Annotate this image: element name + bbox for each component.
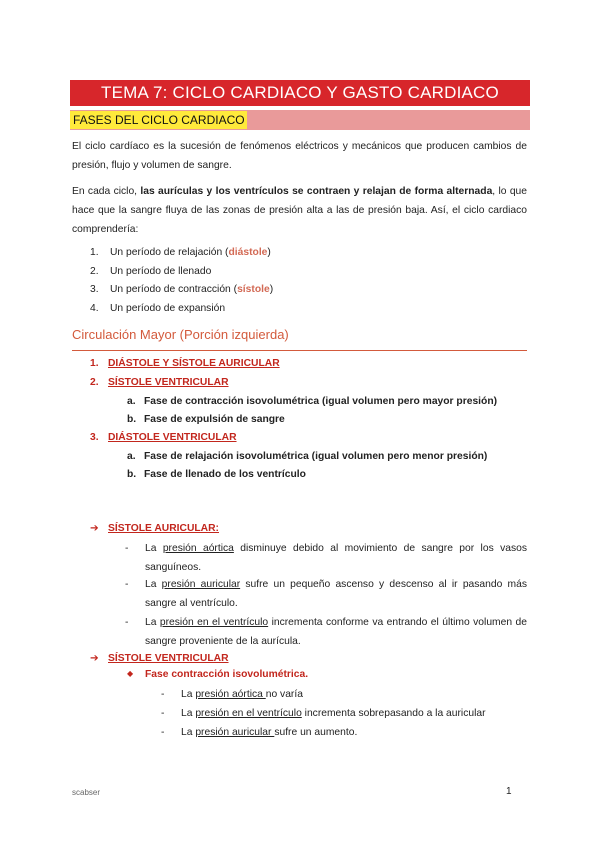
dash-bullet: -: [161, 708, 165, 719]
dash-bullet: -: [161, 689, 165, 700]
section-heading-bar: [70, 110, 530, 130]
phases-list: [90, 244, 273, 318]
sistole-ventricular-heading: ➔ SÍSTOLE VENTRICULAR: [90, 653, 229, 664]
list-item: 4. Un período de expansión: [90, 302, 226, 314]
diamond-bullet-icon: ◆: [127, 669, 134, 678]
page-number: 1: [506, 786, 512, 797]
bullet-item: - La presión aórtica no varía: [181, 685, 527, 704]
list-item: 3. Un período de contracción (sístole): [90, 284, 274, 296]
outline-item: 3. DIÁSTOLE VENTRICULAR: [90, 432, 237, 443]
list-item: 1. Un período de relajación (diástole): [90, 247, 271, 258]
dash-bullet: -: [125, 543, 129, 554]
page-title: TEMA 7: CICLO CARDIACO Y GASTO CARDIACO: [70, 80, 530, 106]
arrow-right-icon: ➔: [90, 523, 99, 534]
dash-bullet: -: [125, 579, 129, 590]
fase-contraccion-heading: ◆ Fase contracción isovolumétrica.: [127, 669, 309, 680]
sistole-auricular-heading: ➔ SÍSTOLE AURICULAR:: [90, 523, 219, 534]
outline-subitem: b. Fase de llenado de los ventrículo: [127, 469, 306, 480]
outline-item: 2. SÍSTOLE VENTRICULAR: [90, 377, 229, 388]
bullet-item: - La presión auricular sufre un pequeño ascenso y descenso al ir pasando más sangre al ventrículo.: [145, 575, 527, 613]
arrow-right-icon: ➔: [90, 653, 99, 664]
cycle-paragraph: En cada ciclo, las aurículas y los ventrículos se contraen y relajan de forma alternada, lo que hace que la sangre fluya de las zonas de presión alta a las de presión baja. Así, el ciclo cardiaco comprendería:: [72, 186, 528, 235]
outline-item: 1. DIÁSTOLE Y SÍSTOLE AURICULAR: [90, 358, 280, 369]
dash-bullet: -: [161, 727, 165, 738]
intro-paragraph: El ciclo cardíaco es la sucesión de fenómenos eléctricos y mecánicos que producen cambios de presión, flujo y volumen de sangre.: [72, 141, 527, 171]
outline-subitem: a. Fase de relajación isovolumétrica (igual volumen pero menor presión): [127, 451, 488, 462]
list-item: 2. Un período de llenado: [90, 265, 212, 277]
outline-subitem: b. Fase de expulsión de sangre: [127, 414, 285, 425]
bullet-item: - La presión en el ventrículo incrementa conforme va entrando el último volumen de sangre proveniente de la aurícula.: [145, 613, 527, 651]
bullet-item: - La presión en el ventrículo incrementa sobrepasando a la auricular: [181, 704, 527, 723]
heading-divider: [72, 350, 527, 351]
footer-author: scabser: [72, 788, 101, 797]
section-heading: FASES DEL CICLO CARDIACO: [70, 111, 247, 129]
bullet-item: - La presión aórtica disminuye debido al movimiento de sangre por los vasos sanguíneos.: [145, 539, 527, 577]
dash-bullet: -: [125, 617, 129, 628]
outline-subitem: a. Fase de contracción isovolumétrica (igual volumen pero mayor presión): [127, 396, 498, 407]
bullet-item: - La presión auricular sufre un aumento.: [181, 723, 527, 742]
circulation-heading: Circulación Mayor (Porción izquierda): [72, 327, 289, 342]
